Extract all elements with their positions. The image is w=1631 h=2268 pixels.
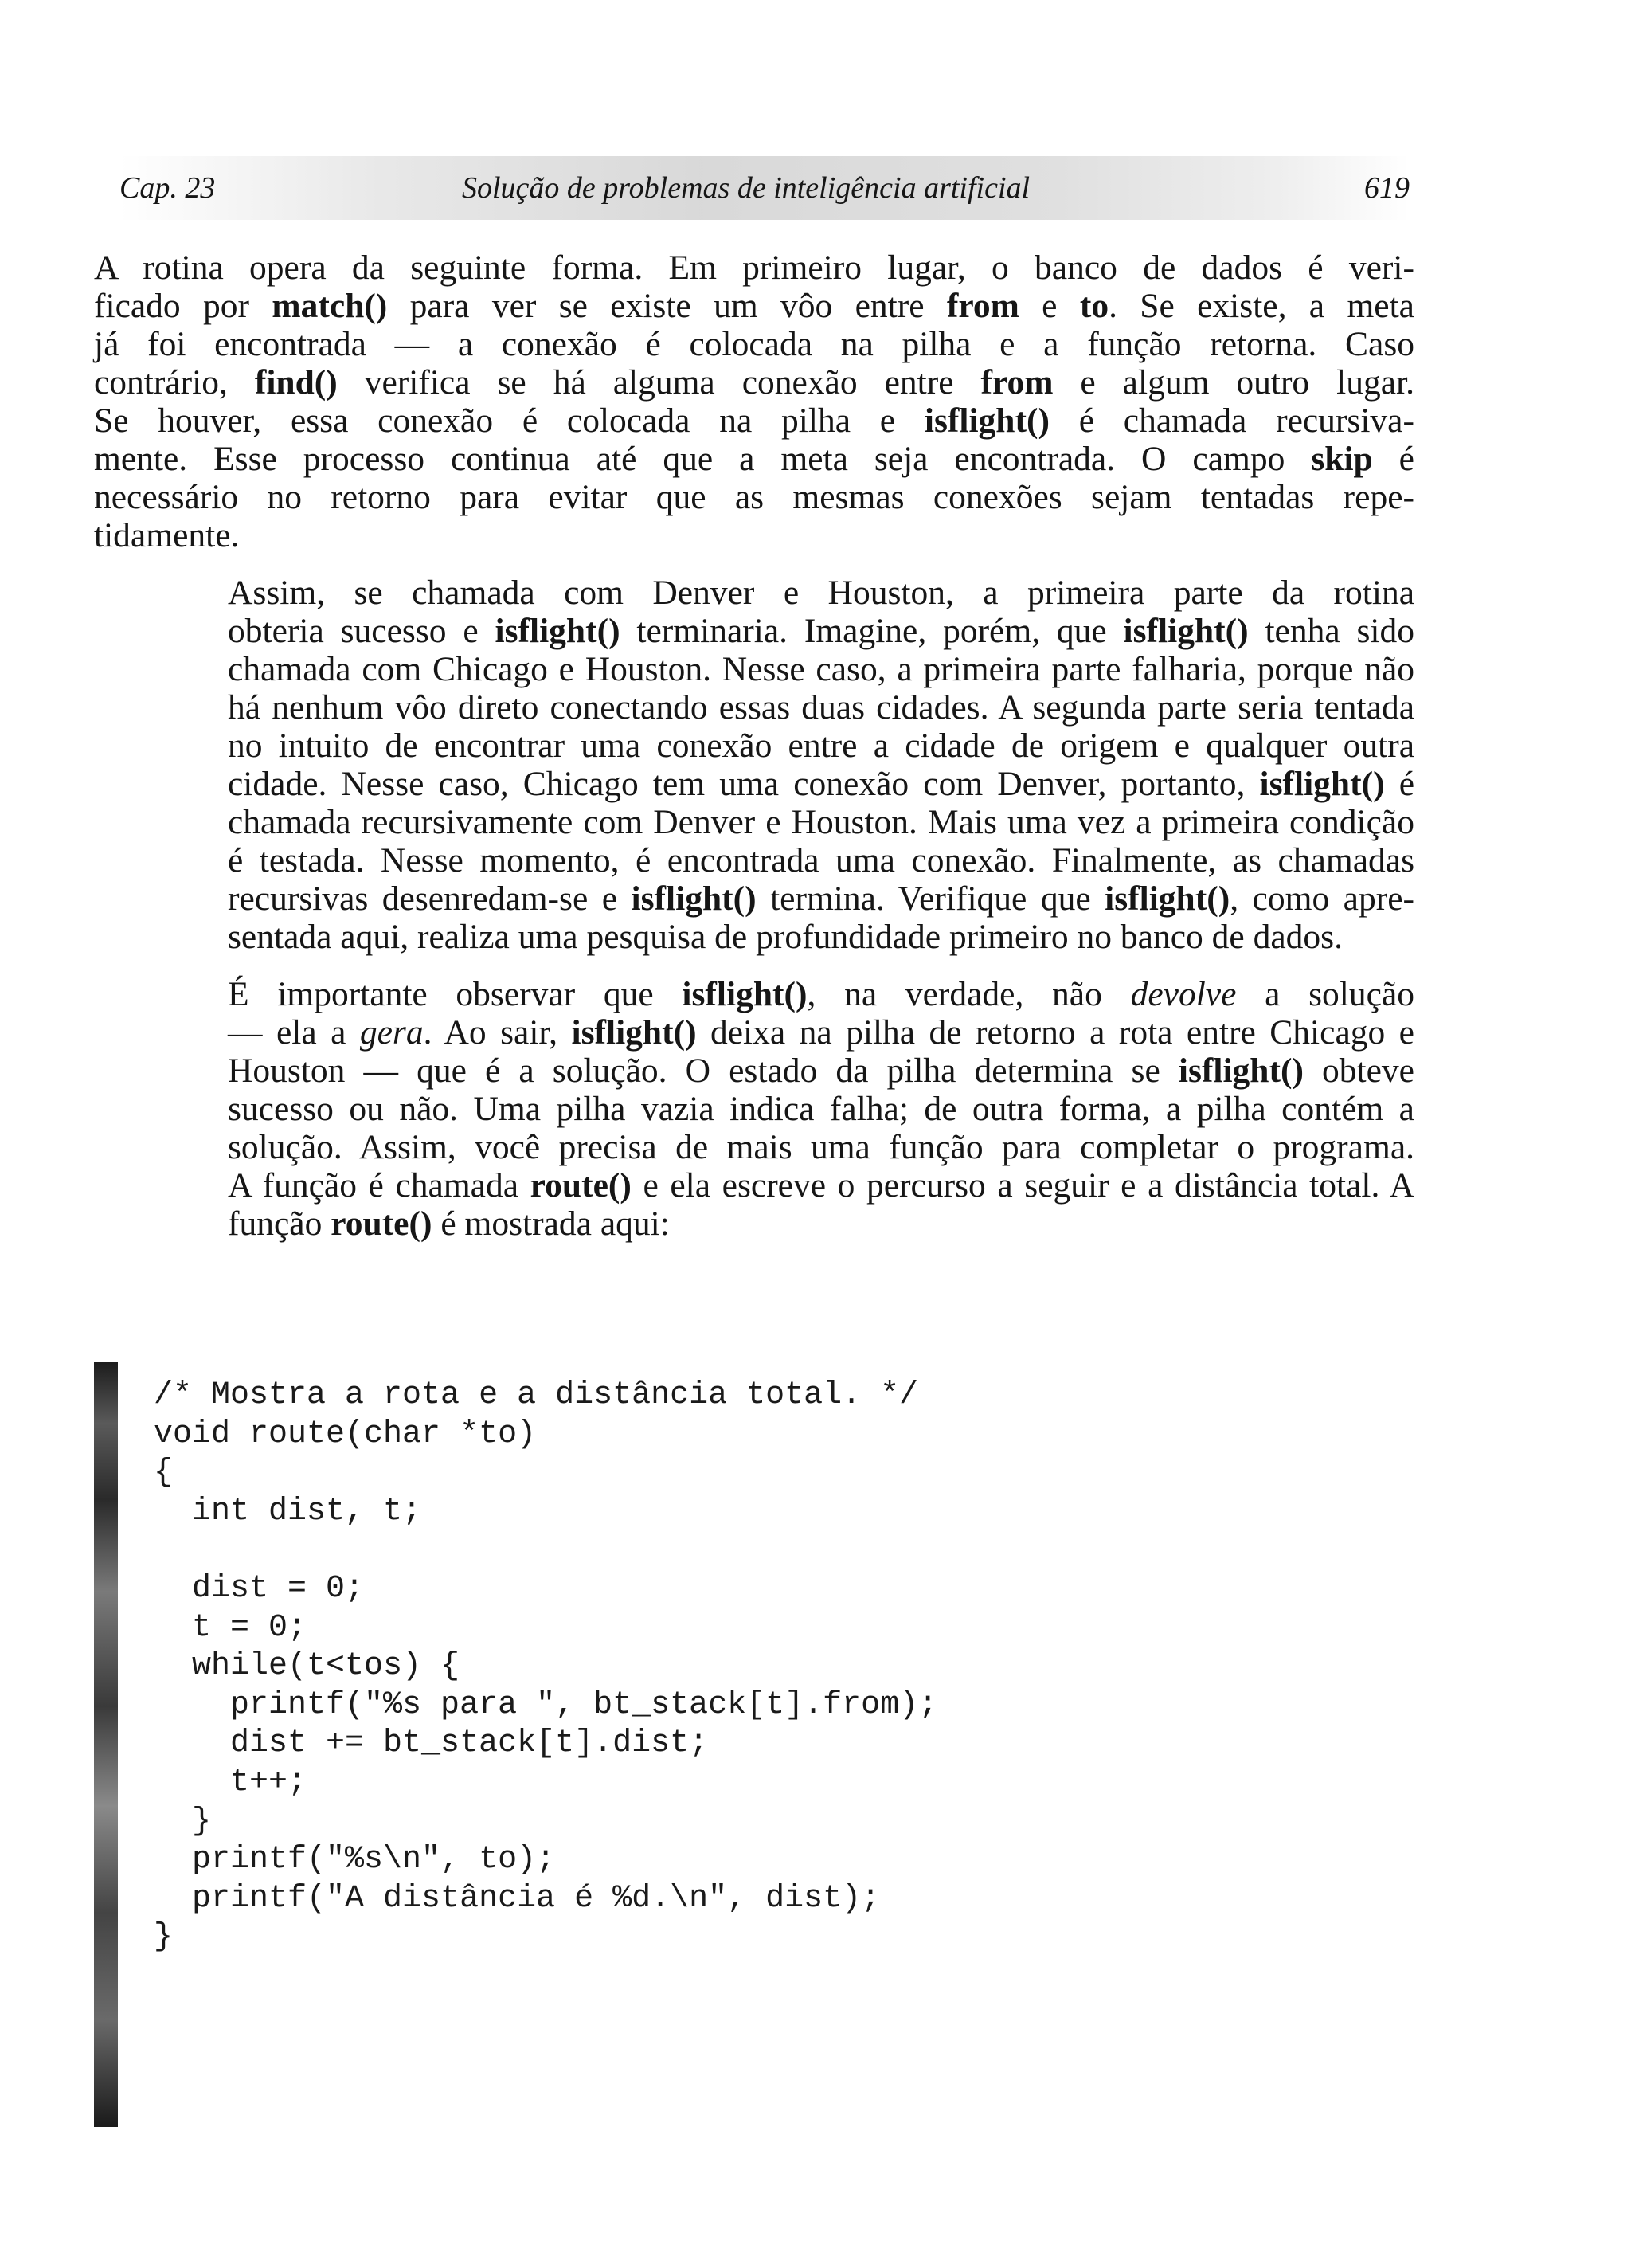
text-run: . Se existe, a meta	[1109, 287, 1414, 325]
text-run: é testada. Nesse momento, é encontrada uma conexão. Finalmente, as chamadas	[228, 841, 1414, 879]
code-term: to	[1079, 287, 1109, 325]
text-run: a solução	[1236, 975, 1414, 1013]
text-run: termina. Verifique que	[756, 879, 1105, 918]
text-run: obteria sucesso e	[228, 612, 495, 650]
code-line: dist = 0;	[154, 1570, 365, 1607]
code-line: /* Mostra a rota e a distância total. */	[154, 1377, 919, 1413]
body-text	[94, 249, 1414, 1262]
paragraph	[94, 249, 1414, 554]
code-line: {	[154, 1455, 174, 1491]
text-run: ficado por	[94, 287, 272, 325]
text-run: A rotina opera da seguinte forma. Em primeiro lugar, o banco de dados é veri-	[94, 249, 1414, 287]
code-term: isflight()	[631, 879, 757, 918]
text-line	[94, 325, 1414, 363]
code-line	[154, 1531, 937, 1570]
text-run: Assim, se chamada com Denver e Houston, a primeira parte da rotina	[228, 574, 1414, 612]
text-run: deixa na pilha de retorno a rota entre Chicago e	[696, 1013, 1414, 1052]
code-listing	[94, 1362, 970, 2127]
code-term: skip	[1311, 440, 1373, 478]
text-line	[94, 1205, 1414, 1243]
text-line	[94, 841, 1414, 879]
text-run: tenha sido	[1248, 612, 1415, 650]
text-run: verifica se há alguma conexão entre	[337, 363, 981, 402]
text-run: obteve	[1303, 1052, 1414, 1090]
text-line	[94, 574, 1414, 612]
code-line: t = 0;	[154, 1609, 307, 1646]
emphasis-text: devolve	[1130, 975, 1237, 1013]
text-line	[94, 1052, 1414, 1090]
running-header	[119, 156, 1410, 220]
paragraph	[94, 574, 1414, 956]
code-line: void route(char *to)	[154, 1416, 537, 1452]
text-line	[94, 1013, 1414, 1052]
chapter-title: Solução de problemas de inteligência artificial	[462, 171, 1031, 205]
text-line	[94, 727, 1414, 765]
text-line	[94, 1090, 1414, 1128]
text-run: — ela a	[228, 1013, 360, 1052]
text-line	[94, 478, 1414, 516]
code-term: find()	[254, 363, 338, 402]
code-line: }	[154, 1919, 174, 1956]
text-run: cidade. Nesse caso, Chicago tem uma conexão com Denver, portanto,	[228, 765, 1260, 803]
text-run: , na verdade, não	[807, 975, 1131, 1013]
text-run: função	[228, 1205, 331, 1243]
text-run: Se houver, essa conexão é colocada na pilha e	[94, 402, 925, 440]
code-margin-bar	[94, 1362, 118, 2127]
text-run: é	[1384, 765, 1415, 803]
text-run: chamada recursivamente com Denver e Houston. Mais uma vez a primeira condição	[228, 803, 1414, 841]
text-run: contrário,	[94, 363, 255, 402]
text-run: , como apre-	[1230, 879, 1415, 918]
code-line: printf("A distância é %d.\n", dist);	[154, 1880, 881, 1917]
text-line	[94, 688, 1414, 727]
code-line: printf("%s\n", to);	[154, 1842, 556, 1878]
text-line	[94, 287, 1414, 325]
code-term: match()	[272, 287, 388, 325]
emphasis-text: gera	[359, 1013, 424, 1052]
code-term: route()	[331, 1205, 432, 1243]
text-run: terminaria. Imagine, porém, que	[620, 612, 1124, 650]
code-term: from	[946, 287, 1019, 325]
text-run: sucesso ou não. Uma pilha vazia indica falha; de outra forma, a pilha contém a	[228, 1090, 1414, 1128]
code-line: int dist, t;	[154, 1493, 422, 1530]
text-run: necessário no retorno para evitar que as mesmas conexões sejam tentadas repe-	[94, 478, 1414, 516]
text-line	[94, 402, 1414, 440]
code-line: while(t<tos) {	[154, 1648, 460, 1685]
text-line	[94, 440, 1414, 478]
text-run: já foi encontrada — a conexão é colocada na pilha e a função retorna. Caso	[94, 325, 1414, 363]
code-term: route()	[530, 1166, 632, 1205]
text-run: Houston — que é a solução. O estado da pilha determina se	[228, 1052, 1179, 1090]
text-run: . Ao sair,	[423, 1013, 572, 1052]
code-term: isflight()	[924, 402, 1050, 440]
text-run: é	[1372, 440, 1414, 478]
code-line: printf("%s para ", bt_stack[t].from);	[154, 1686, 938, 1723]
text-line	[94, 918, 1414, 956]
text-run: sentada aqui, realiza uma pesquisa de profundidade primeiro no banco de dados.	[228, 918, 1343, 956]
code-term: isflight()	[1105, 879, 1230, 918]
text-run: e ela escreve o percurso a seguir e a distância total. A	[631, 1166, 1414, 1205]
code-term: isflight()	[571, 1013, 697, 1052]
text-line	[94, 879, 1414, 918]
text-line	[94, 1166, 1414, 1205]
code-line: dist += bt_stack[t].dist;	[154, 1725, 709, 1762]
code-term: isflight()	[495, 612, 620, 650]
text-run: no intuito de encontrar uma conexão entre a cidade de origem e qualquer outra	[228, 727, 1414, 765]
text-line	[94, 612, 1414, 650]
text-line	[94, 516, 1414, 554]
code-line: t++;	[154, 1764, 307, 1800]
chapter-label: Cap. 23	[119, 171, 216, 205]
text-line	[94, 1128, 1414, 1166]
code-text	[154, 1377, 937, 1957]
text-run: é mostrada aqui:	[432, 1205, 670, 1243]
code-term: isflight()	[1259, 765, 1385, 803]
text-run: para ver se existe um vôo entre	[387, 287, 947, 325]
text-run: e	[1019, 287, 1080, 325]
code-term: isflight()	[1123, 612, 1249, 650]
code-term: from	[980, 363, 1054, 402]
text-run: recursivas desenredam-se e	[228, 879, 632, 918]
code-term: isflight()	[682, 975, 808, 1013]
text-run: É importante observar que	[228, 975, 683, 1013]
text-run: há nenhum vôo direto conectando essas duas cidades. A segunda parte seria tentada	[228, 688, 1414, 727]
code-term: isflight()	[1178, 1052, 1304, 1090]
page-number: 619	[1364, 171, 1410, 205]
text-line	[94, 363, 1414, 402]
text-run: solução. Assim, você precisa de mais uma função para completar o programa.	[228, 1128, 1414, 1166]
text-run: A função é chamada	[228, 1166, 530, 1205]
text-line	[94, 803, 1414, 841]
paragraph	[94, 975, 1414, 1243]
text-run: chamada com Chicago e Houston. Nesse caso, a primeira parte falharia, porque não	[228, 650, 1414, 688]
text-line	[94, 249, 1414, 287]
text-run: mente. Esse processo continua até que a meta seja encontrada. O campo	[94, 440, 1312, 478]
code-line: }	[154, 1803, 212, 1839]
text-line	[94, 975, 1414, 1013]
text-run: tidamente.	[94, 516, 240, 554]
text-line	[94, 650, 1414, 688]
text-run: e algum outro lugar.	[1053, 363, 1414, 402]
text-run: é chamada recursiva-	[1049, 402, 1414, 440]
text-line	[94, 765, 1414, 803]
